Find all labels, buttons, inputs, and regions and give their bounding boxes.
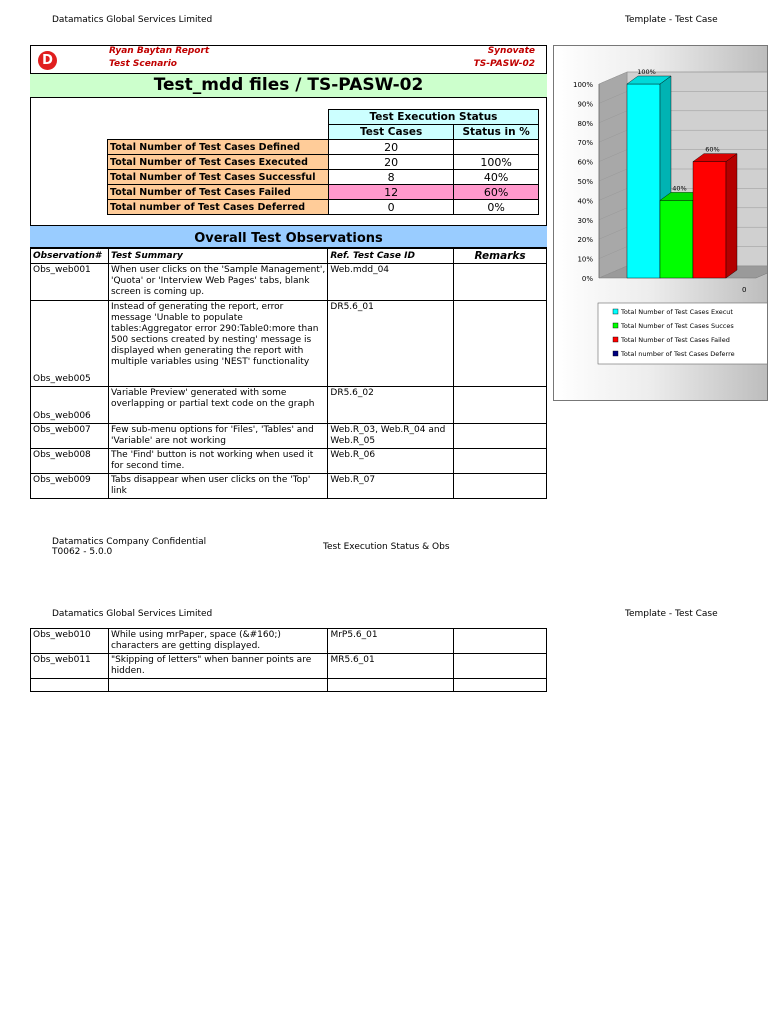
- table-row: [31, 301, 547, 387]
- obs-summary: While using mrPaper, space (&#160;) characters are getting displayed.: [108, 629, 328, 654]
- legend-swatch: [613, 351, 618, 356]
- footer-confidential: Datamatics Company Confidential: [52, 537, 207, 547]
- status-label: Total Number of Test Cases Executed: [108, 155, 329, 170]
- chart-bar: [693, 162, 726, 278]
- page-header-company: Datamatics Global Services Limited: [52, 15, 213, 25]
- obs-summary: When user clicks on the 'Sample Management', 'Quota' or 'Interview Web Pages' tabs, blank screen is coming up.: [108, 264, 327, 301]
- obs-ref: Web.R_06: [328, 449, 454, 474]
- status-row: [108, 185, 539, 200]
- table-row: [31, 264, 547, 301]
- chart-bar: [627, 84, 660, 278]
- obs-id: Obs_web010: [31, 629, 109, 654]
- observations-header-row: [31, 249, 547, 264]
- chart-panel: [553, 45, 768, 401]
- legend-label: Total Number of Test Cases Succes: [621, 322, 734, 330]
- obs-remarks: [454, 301, 547, 387]
- client-name: Synovate: [487, 46, 535, 56]
- legend-swatch: [613, 337, 618, 342]
- status-pct: 100%: [454, 155, 539, 170]
- obs-id: Obs_web001: [31, 264, 109, 301]
- obs-ref: [328, 679, 454, 692]
- legend-label: Total number of Test Cases Deferre: [621, 350, 735, 358]
- observations-title: Overall Test Observations: [30, 225, 547, 248]
- page-header-template: Template - Test Case: [625, 15, 718, 25]
- scenario-id: TS-PASW-02: [473, 59, 535, 69]
- footer-doc-code: T0062 - 5.0.0: [52, 547, 113, 557]
- obs-ref: Web.R_03, Web.R_04 and Web.R_05: [328, 424, 454, 449]
- execution-status-chart: [554, 46, 768, 401]
- y-tick-label: 50%: [577, 178, 593, 186]
- y-tick-label: 10%: [577, 255, 593, 264]
- obs-remarks: [454, 474, 547, 499]
- chart-bar: [660, 200, 693, 278]
- status-label: Total Number of Test Cases Failed: [108, 185, 329, 200]
- obs-remarks: [454, 629, 547, 654]
- status-count: 20: [328, 155, 453, 170]
- table-row: [31, 387, 547, 424]
- scenario-label: Test Scenario: [109, 59, 177, 69]
- status-label: Total number of Test Cases Deferred: [108, 200, 329, 215]
- obs-remarks: [454, 387, 547, 424]
- y-tick-label: 100%: [572, 81, 593, 89]
- obs-summary: "Skipping of letters" when banner points are hidden.: [108, 654, 328, 679]
- table-row: [31, 679, 547, 692]
- status-row: [108, 140, 539, 155]
- chart-bar-side: [726, 154, 737, 278]
- y-tick-label: 90%: [577, 100, 593, 109]
- obs-ref: Web.mdd_04: [328, 264, 454, 301]
- status-row: [108, 155, 539, 170]
- page-title: Test_mdd files / TS-PASW-02: [30, 73, 547, 98]
- obs-remarks: [454, 679, 547, 692]
- status-pct: 60%: [454, 185, 539, 200]
- col-status-pct: Status in %: [454, 125, 539, 140]
- obs-summary: [108, 679, 328, 692]
- obs-ref: DR5.6_01: [328, 301, 454, 387]
- col-remarks: Remarks: [454, 249, 547, 264]
- footer-sheet-name: Test Execution Status & Obs: [323, 542, 450, 552]
- status-count: 0: [328, 200, 453, 215]
- status-pct: 40%: [454, 170, 539, 185]
- report-name: Ryan Baytan Report: [109, 46, 210, 56]
- status-pct: 0%: [454, 200, 539, 215]
- obs-remarks: [454, 264, 547, 301]
- status-label: Total Number of Test Cases Successful: [108, 170, 329, 185]
- table-row: [31, 424, 547, 449]
- obs-remarks: [454, 424, 547, 449]
- obs-id: Obs_web011: [31, 654, 109, 679]
- table-row: [31, 654, 547, 679]
- status-count: 8: [328, 170, 453, 185]
- page2-header-template: Template - Test Case: [625, 609, 718, 619]
- table-row: [31, 449, 547, 474]
- obs-id: Obs_web008: [31, 449, 109, 474]
- y-tick-label: 80%: [577, 119, 593, 128]
- table-row: [31, 474, 547, 499]
- obs-id: Obs_web009: [31, 474, 109, 499]
- obs-ref: DR5.6_02: [328, 387, 454, 424]
- obs-remarks: [454, 654, 547, 679]
- legend-swatch: [613, 323, 618, 328]
- bar-data-label: 40%: [672, 184, 687, 193]
- y-tick-label: 60%: [577, 158, 593, 167]
- col-test-cases: Test Cases: [328, 125, 453, 140]
- obs-ref: MR5.6_01: [328, 654, 454, 679]
- status-count: 12: [328, 185, 453, 200]
- obs-id: Obs_web005: [31, 301, 109, 387]
- status-row: [108, 200, 539, 215]
- obs-ref: MrP5.6_01: [328, 629, 454, 654]
- x-tick-label: 0: [742, 286, 747, 294]
- legend-swatch: [613, 309, 618, 314]
- observations-table: [30, 248, 547, 499]
- obs-summary: Few sub-menu options for 'Files', 'Tables' and 'Variable' are not working: [108, 424, 327, 449]
- legend-label: Total Number of Test Cases Failed: [621, 336, 730, 344]
- obs-summary: Tabs disappear when user clicks on the 'Top' link: [108, 474, 327, 499]
- table-row: [31, 629, 547, 654]
- obs-id: Obs_web006: [31, 387, 109, 424]
- obs-summary: Instead of generating the report, error message 'Unable to populate tables:Aggregator error 290:Table0:more than 500 sections created by nesting' message is displayed when generating the report with multiple variables using 'NEST' functionality: [108, 301, 327, 387]
- col-observation: Observation#: [31, 249, 109, 264]
- status-row: [108, 170, 539, 185]
- y-tick-label: 30%: [577, 216, 593, 225]
- legend-label: Total Number of Test Cases Execut: [621, 308, 733, 316]
- col-test-summary: Test Summary: [108, 249, 327, 264]
- obs-id: Obs_web007: [31, 424, 109, 449]
- obs-summary: Variable Preview' generated with some overlapping or partial text code on the graph: [108, 387, 327, 424]
- status-label: Total Number of Test Cases Defined: [108, 140, 329, 155]
- page2-header-company: Datamatics Global Services Limited: [52, 609, 213, 619]
- status-count: 20: [328, 140, 453, 155]
- y-tick-label: 70%: [577, 139, 593, 148]
- status-table-header: Test Execution Status: [328, 110, 538, 125]
- obs-ref: Web.R_07: [328, 474, 454, 499]
- status-pct: [454, 140, 539, 155]
- execution-status-table: [107, 109, 539, 215]
- company-logo: D: [38, 51, 57, 70]
- obs-summary: The 'Find' button is not working when used it for second time.: [108, 449, 327, 474]
- y-tick-label: 40%: [577, 197, 593, 206]
- obs-id: [31, 679, 109, 692]
- observations-table-continued: [30, 628, 547, 692]
- obs-remarks: [454, 449, 547, 474]
- col-ref-test-case: Ref. Test Case ID: [328, 249, 454, 264]
- y-tick-label: 20%: [577, 236, 593, 245]
- bar-data-label: 100%: [637, 68, 656, 76]
- y-tick-label: 0%: [581, 275, 593, 283]
- bar-data-label: 60%: [705, 145, 720, 154]
